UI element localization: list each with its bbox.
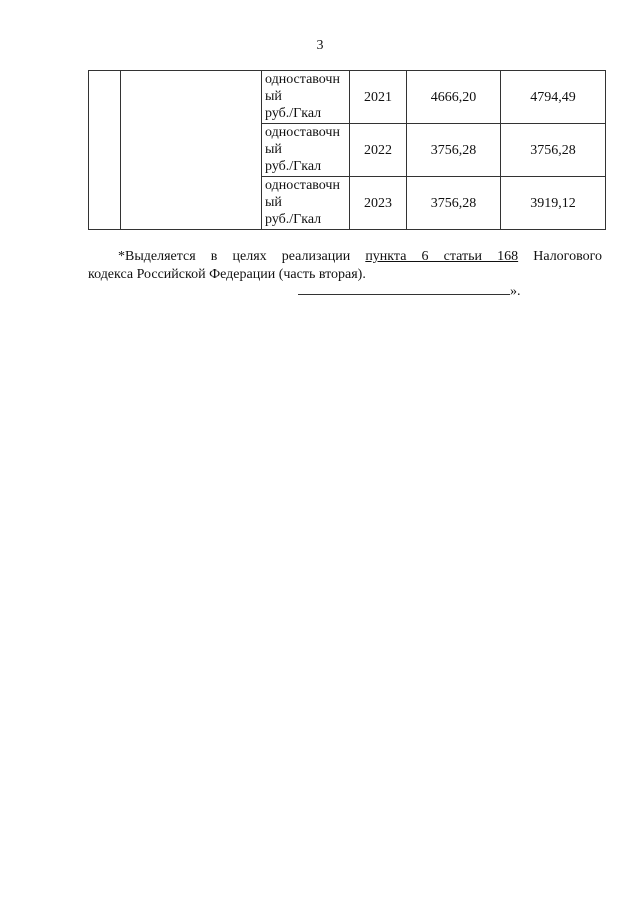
footnote-text: *Выделяется в целях реализации [118, 249, 366, 264]
footnote [88, 248, 602, 284]
year-cell: 2021 [350, 71, 407, 124]
tariff-table [88, 70, 606, 230]
unit-cell [262, 124, 350, 177]
signature-rule [298, 282, 510, 295]
name-cell [121, 71, 262, 230]
unit-cell [262, 71, 350, 124]
value2-cell: 3756,28 [501, 124, 606, 177]
table-row [89, 71, 606, 124]
value2-cell: 3919,12 [501, 177, 606, 230]
closing-line [298, 282, 521, 300]
value1-cell: 3756,28 [407, 124, 501, 177]
unit-text: руб./Гкал [265, 212, 322, 227]
unit-text: ый [265, 89, 282, 104]
value2-cell: 4794,49 [501, 71, 606, 124]
number-cell [89, 71, 121, 230]
page-number: 3 [316, 38, 324, 53]
unit-text: одноставочн [265, 72, 340, 87]
year-cell: 2023 [350, 177, 407, 230]
footnote-law-link[interactable]: пункта 6 статьи 168 [365, 249, 519, 264]
closing-quote: ». [510, 284, 521, 299]
footnote-text-line2: кодекса Российской Федерации (часть вторая). [88, 267, 366, 282]
footnote-text: Налогового [518, 249, 602, 264]
unit-text: одноставочн [265, 178, 340, 193]
unit-text: руб./Гкал [265, 159, 322, 174]
value1-cell: 4666,20 [407, 71, 501, 124]
year-cell: 2022 [350, 124, 407, 177]
value1-cell: 3756,28 [407, 177, 501, 230]
unit-text: одноставочн [265, 125, 340, 140]
unit-text: ый [265, 195, 282, 210]
unit-cell [262, 177, 350, 230]
unit-text: руб./Гкал [265, 106, 322, 121]
unit-text: ый [265, 142, 282, 157]
